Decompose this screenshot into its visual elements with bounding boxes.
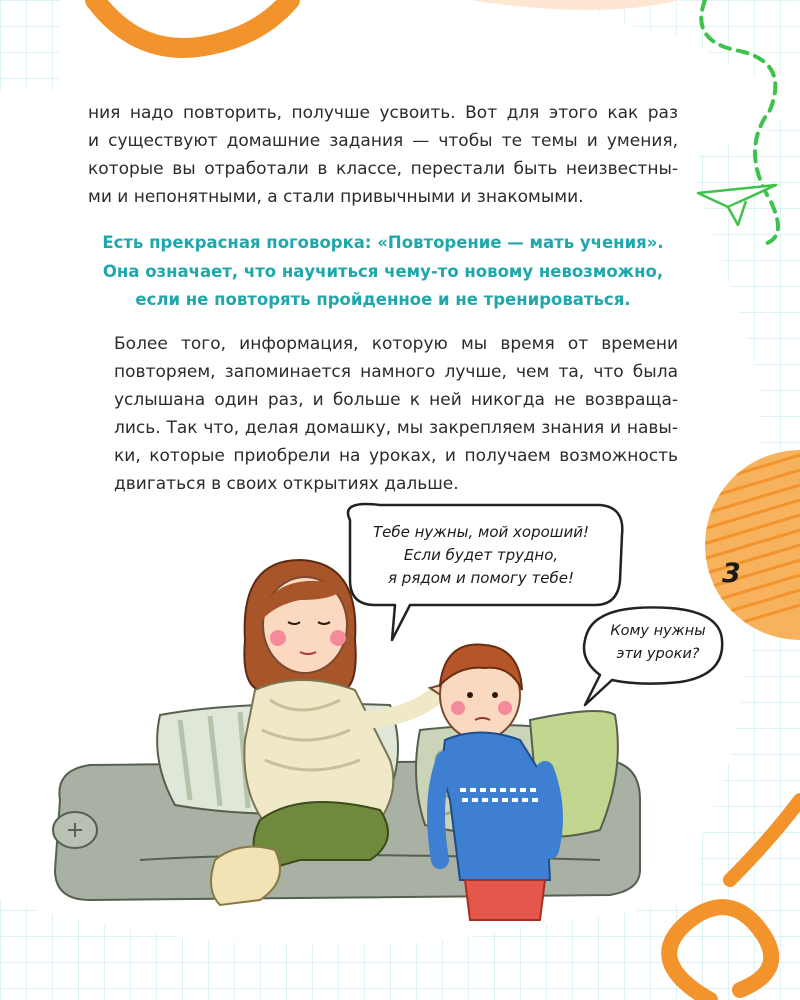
quote-line: если не повторять пройденное и не тренироваться.	[135, 290, 631, 309]
quote-line: Она означает, что научиться чему-то новому невозможно,	[102, 261, 664, 281]
paragraph-2-line: двигаться в своих открытиях дальше.	[114, 474, 459, 494]
page-number: 3	[722, 558, 741, 589]
orange-half-circle	[700, 440, 800, 640]
paragraph-2-line: повторяем, запоминается намного лучше, чем та, что была	[114, 362, 678, 382]
speech-line: эти уроки?	[616, 646, 700, 662]
grid-paper-left	[0, 0, 60, 90]
grid-paper-top	[0, 0, 800, 78]
speech-line: я рядом и помогу тебе!	[388, 569, 574, 587]
speech-line: Кому нужны	[610, 623, 706, 639]
orange-swoosh-top	[95, 0, 290, 48]
paragraph-1-line: которые вы отработали в классе, перестали быть неизвестны-	[88, 159, 678, 179]
paragraph-2-line: ки, которые приобрели на уроках, и получаем возможность	[114, 446, 678, 466]
paragraph-1	[88, 99, 678, 211]
speech-line: Если будет трудно,	[403, 546, 559, 564]
speech-line: Тебе нужны, мой хороший!	[372, 523, 590, 541]
highlight-quote	[88, 229, 678, 315]
paragraph-2-line: лись. Так что, делая домашку, мы закрепляем знания и навы-	[114, 418, 678, 438]
boy-speech-text	[592, 620, 724, 666]
paragraph-2-line: услышана один раз, и больше к ней никогда не возвраща-	[114, 390, 678, 410]
paragraph-2-line: Более того, информация, которую мы время от времени	[114, 334, 678, 354]
paragraph-1-line: ния надо повторить, получше усвоить. Вот для этого как раз	[88, 103, 678, 123]
quote-line: Есть прекрасная поговорка: «Повторение — мать учения».	[102, 233, 664, 252]
paragraph-2	[88, 330, 678, 498]
paragraph-1-line: и существуют домашние задания — чтобы те темы и умения,	[88, 131, 678, 151]
paragraph-1-line: ми и непонятными, а стали привычными и знакомыми.	[88, 187, 584, 207]
mother-speech-text	[350, 521, 612, 590]
